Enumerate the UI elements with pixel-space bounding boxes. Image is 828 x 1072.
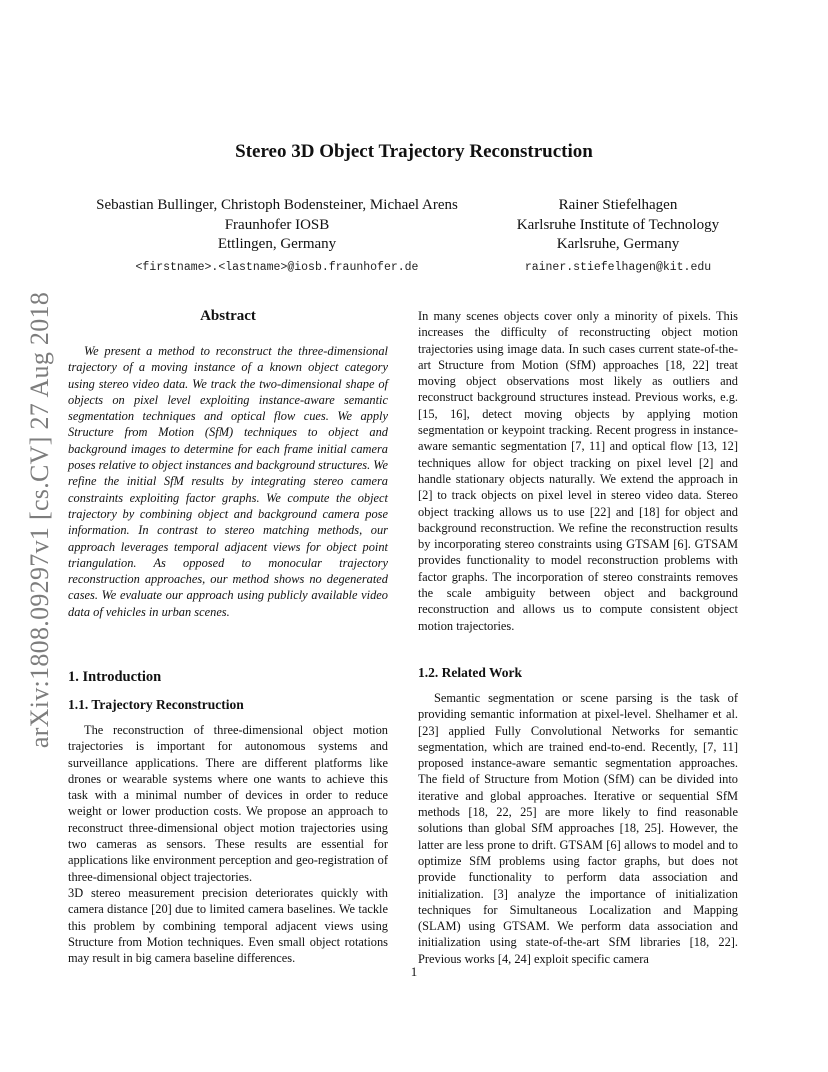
arxiv-identifier: arXiv:1808.09297v1 [cs.CV] 27 Aug 2018 [25, 291, 54, 749]
author-block-right [498, 196, 738, 277]
author-names: Sebastian Bullinger, Christoph Bodensteiner, Michael Arens [96, 197, 458, 213]
author-block-left [70, 196, 484, 277]
paragraph: 3D stereo measurement precision deteriorates quickly with camera distance [20] due to limited camera baselines. We tackle this problem by combining temporal adjacent views using Structure from Motion techniques. Even small object rotations may result in big camera baseline differences. [68, 885, 388, 966]
author-email: <firstname>.<lastname>@iosb.fraunhofer.de [135, 260, 419, 274]
paragraph: In many scenes objects cover only a minority of pixels. This increases the difficulty of reconstructing object motion trajectories using image data. In such cases current state-of-the-art Structure from Motion (SfM) approaches [18, 22] treat moving object observations most likely as outliers and reconstruct background structures instead. Previous works, e.g. [15, 16], detect moving objects by applying motion segmentation or keypoint tracking. Recent progress in instance-aware semantic segmentation [7, 11] and optical flow [13, 12] techniques allow for object tracking on pixel level [2] and handle stationary objects naturally. We extend the approach in [2] to track objects on pixel level in stereo video data. Stereo object tracking allows us to use [22] and [18] for object and background reconstruction. We refine the reconstruction results by incorporating stereo constraints using GTSAM [6]. GTSAM provides functionality to model reconstruction problems with factor graphs. The incorporation of stereo constraints removes the scale ambiguity between object and background reconstruction and allows us to compute consistent object motion trajectories. [418, 309, 738, 633]
author-location: Karlsruhe, Germany [556, 236, 680, 252]
arxiv-stamp [22, 280, 52, 760]
author-location: Ettlingen, Germany [217, 236, 337, 252]
paper-title: Stereo 3D Object Trajectory Reconstruction [235, 141, 593, 162]
author-names: Rainer Stiefelhagen [558, 197, 678, 213]
abstract-body: We present a method to reconstruct the three-dimensional trajectory of a moving instance of a known object category using stereo video data. We track the two-dimensional shape of objects on pixel level exploiting instance-aware semantic segmentation techniques and optical flow cues. We apply Structure from Motion (SfM) techniques to object and background images to determine for each frame initial camera poses relative to object instances and background structures. We refine the initial SfM results by integrating stereo camera constraints exploiting factor graphs. We compute the object trajectory by combining object and background camera pose information. In contrast to stereo matching methods, our approach leverages temporal adjacent views for object point triangulation. As opposed to monocular trajectory reconstruction approaches, our method shows no degenerated cases. We evaluate our approach using publicly available video data of vehicles in urban scenes. [68, 344, 388, 619]
paragraph: The reconstruction of three-dimensional object motion trajectories is important for autonomous systems and surveillance applications. There are different platforms like drones or wearable systems where one wants to achieve this task with a minimal number of devices in order to reduce weight or lower production costs. We propose an approach to reconstruct three-dimensional object motion trajectories using two cameras as sensors. These results are essential for applications like environment perception and geo-registration of three-dimensional object trajectories. [68, 723, 388, 884]
author-affiliation: Karlsruhe Institute of Technology [516, 216, 720, 233]
introduction-body [68, 722, 388, 966]
author-affiliation: Fraunhofer IOSB [224, 216, 330, 233]
page-number: 1 [410, 964, 418, 979]
subsection-heading-related-work: 1.2. Related Work [418, 665, 522, 680]
abstract-heading: Abstract [200, 308, 256, 324]
author-email: rainer.stiefelhagen@kit.edu [524, 260, 712, 274]
paragraph: Semantic segmentation or scene parsing is the task of providing semantic information at pixel-level. Shelhamer et al. [23] applied Fully Convolutional Networks for semantic segmentation, which are trained end-to-end. Recently, [7, 11] proposed instance-aware semantic segmentation approaches. The field of Structure from Motion (SfM) can be divided into iterative and global approaches. Iterative or sequential SfM methods [18, 22, 25] are more likely to find reasonable solutions than global SfM approaches [18, 25]. However, the latter are less prone to drift. GTSAM [6] allows to model and to optimize SfM problems using factor graphs, but does not provide functionality to perform data association and initialization. [3] analyze the importance of initialization techniques for Simultaneous Localization and Mapping (SLAM) using GTSAM. We perform data association and initialization using state-of-the-art SfM libraries [18, 22]. Previous works [4, 24] exploit specific camera [418, 691, 738, 966]
section-heading-introduction: 1. Introduction [68, 669, 162, 685]
subsection-heading-trajectory-reconstruction: 1.1. Trajectory Reconstruction [68, 697, 244, 712]
